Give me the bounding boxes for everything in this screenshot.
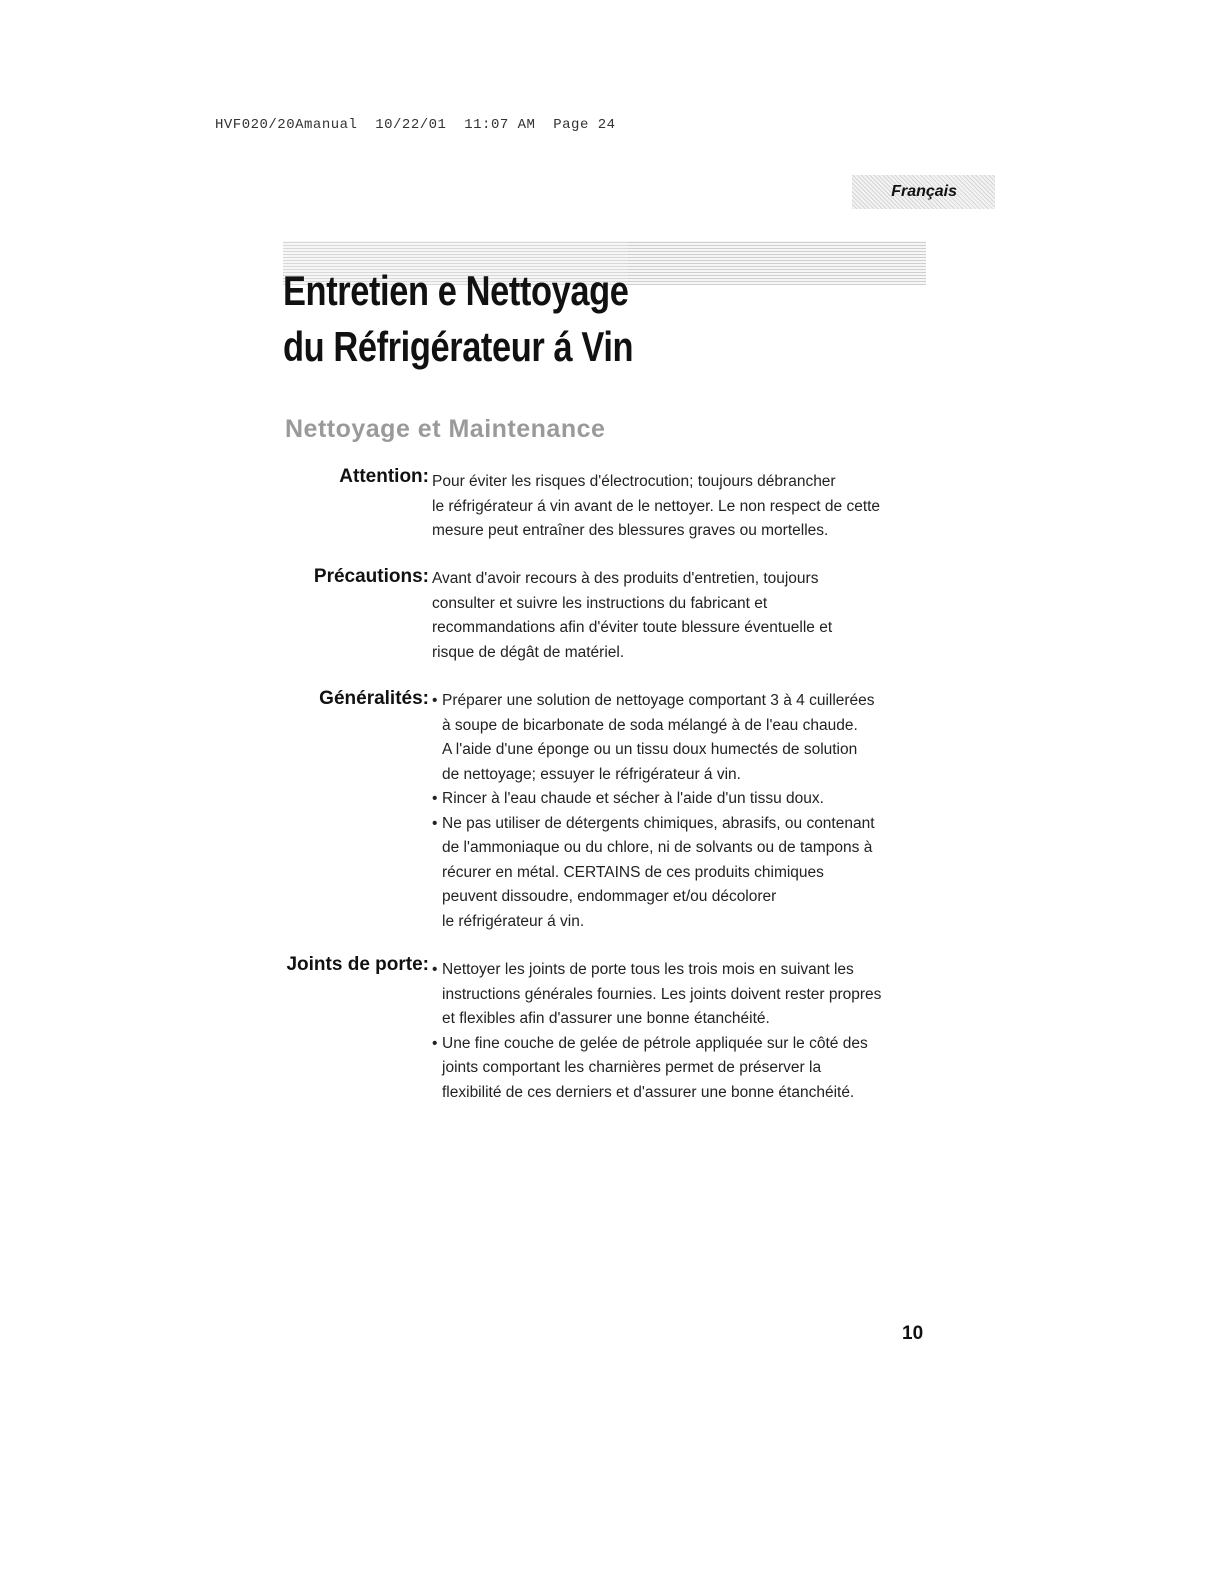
body-line: le réfrigérateur á vin avant de le nettoyer. Le non respect de cette — [432, 497, 881, 515]
body-line: le réfrigérateur á vin. — [442, 912, 585, 930]
body-line: • Préparer une solution de nettoyage comportant 3 à 4 cuillerées — [442, 692, 875, 709]
body-line: recommandations afin d'éviter toute blessure éventuelle et — [432, 619, 833, 636]
section-body — [432, 689, 932, 934]
section-label: Généralités: — [319, 688, 429, 709]
section-body — [432, 470, 932, 544]
bullet-item — [432, 689, 932, 787]
section-body — [432, 567, 932, 665]
language-tab-label: Français — [891, 183, 957, 200]
bullet-list — [432, 958, 932, 1105]
body-line: • Ne pas utiliser de détergents chimiques, abrasifs, ou contenant — [442, 814, 875, 832]
body-line: récurer en métal. CERTAINS de ces produits chimiques — [442, 863, 824, 881]
body-line: mesure peut entraîner des blessures graves ou mortelles. — [432, 522, 829, 539]
section-label: Précautions: — [313, 566, 429, 587]
language-tab — [852, 175, 995, 209]
bullet-list — [432, 689, 932, 934]
body-line: de l'ammoniaque ou du chlore, ni de solvants ou de tampons à — [442, 839, 873, 856]
page-title — [283, 263, 633, 375]
section-label: Attention: — [339, 466, 429, 487]
section-heading: Nettoyage et Maintenance — [285, 415, 606, 443]
body-line: • Une fine couche de gelée de pétrole appliquée sur le côté des — [442, 1034, 868, 1052]
page-title-line-2: du Réfrigérateur á Vin — [283, 323, 634, 370]
bullet-item — [432, 787, 932, 812]
page-number: 10 — [902, 1323, 924, 1344]
page-title-line-1: Entretien e Nettoyage — [283, 267, 629, 314]
section-label: Joints de porte: — [286, 954, 429, 975]
body-line: consulter et suivre les instructions du fabricant et — [432, 594, 768, 612]
body-line: à soupe de bicarbonate de soda mélangé à de l'eau chaude. — [442, 716, 858, 734]
body-line: Avant d'avoir recours à des produits d'entretien, toujours — [432, 570, 819, 587]
body-line: et flexibles afin d'assurer une bonne étanchéité. — [442, 1010, 770, 1027]
print-header-line: HVF020/20Amanual 10/22/01 11:07 AM Page 24 — [215, 117, 616, 133]
body-line: de nettoyage; essuyer le réfrigérateur á vin. — [442, 765, 741, 783]
body-line: • Rincer à l'eau chaude et sécher à l'aide d'un tissu doux. — [442, 790, 824, 807]
body-line: • Nettoyer les joints de porte tous les trois mois en suivant les — [442, 961, 854, 978]
body-line: peuvent dissoudre, endommager et/ou décolorer — [442, 888, 777, 905]
bullet-item — [432, 1032, 932, 1106]
body-line: flexibilité de ces derniers et d'assurer une bonne étanchéité. — [442, 1083, 855, 1101]
body-line: Pour éviter les risques d'électrocution; toujours débrancher — [432, 473, 836, 490]
bullet-item — [432, 812, 932, 935]
body-line: instructions générales fournies. Les joints doivent rester propres — [442, 985, 882, 1003]
title-shading-bar — [628, 241, 926, 285]
body-line: risque de dégât de matériel. — [432, 643, 625, 661]
body-line: joints comportant les charnières permet de préserver la — [442, 1059, 822, 1076]
section-body — [432, 958, 932, 1105]
body-line: A l'aide d'une éponge ou un tissu doux humectés de solution — [442, 741, 858, 758]
bullet-item — [432, 958, 932, 1032]
